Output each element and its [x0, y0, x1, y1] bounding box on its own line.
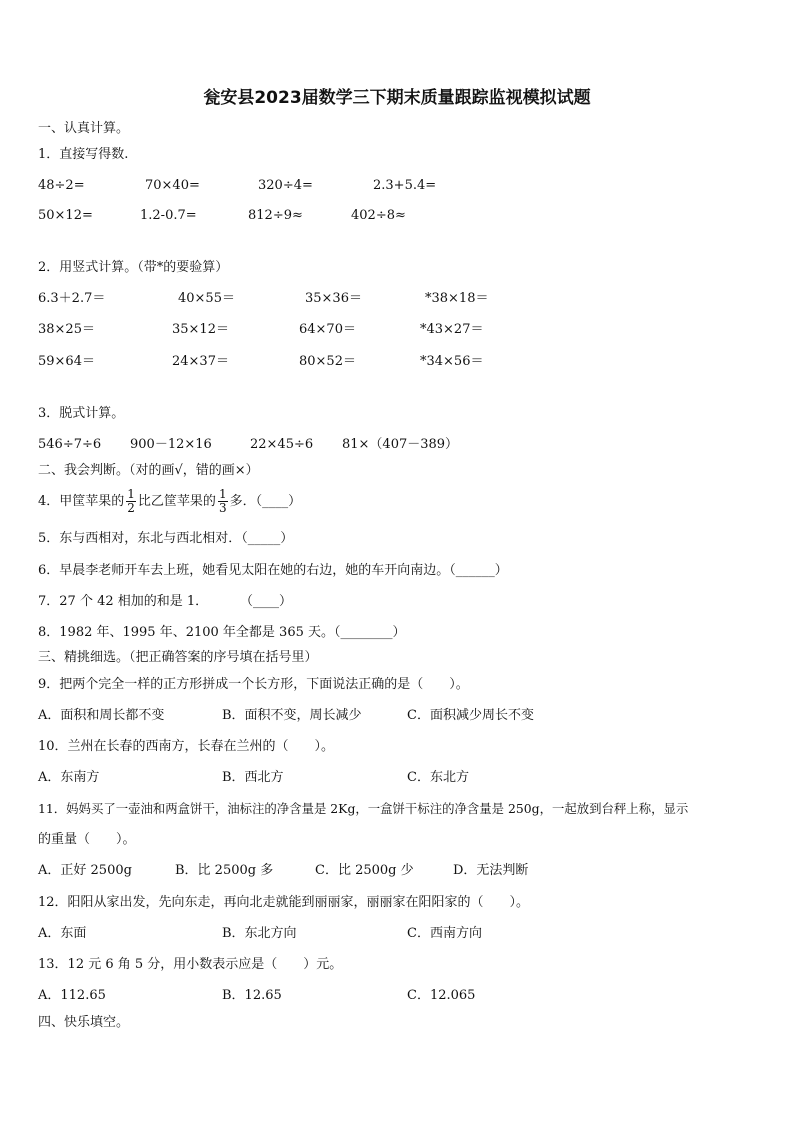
q13-option: B．12.65 [222, 988, 282, 1003]
q2-item: 40×55＝ [178, 291, 235, 306]
question-7: 7．27 个 42 相加的和是 1． [38, 594, 209, 609]
q10-option: B．西北方 [222, 770, 284, 785]
q1-item: 48÷2= [38, 178, 85, 193]
q3-item: 22×45÷6 [250, 437, 314, 452]
q2-item: 6.3＋2.7＝ [38, 291, 106, 306]
question-11-line-1: 11．妈妈买了一壶油和两盒饼干，油标注的净含量是 2Kg，一盒饼干标注的净含量是 250g，一起放到台秤上称，显示 [38, 801, 689, 816]
question-7-blank: （____） [240, 594, 293, 609]
q9-option: A．面积和周长都不变 [38, 708, 165, 723]
section-1-heading: 一、认真计算。 [38, 121, 130, 136]
question-13: 13．12 元 6 角 5 分，用小数表示应是（ ）元。 [38, 957, 343, 972]
q2-item: 64×70＝ [299, 322, 356, 337]
q13-option: C．12.065 [407, 988, 476, 1003]
section-3-heading: 三、精挑细选。（把正确答案的序号填在括号里） [38, 650, 318, 665]
question-11-line-2: 的重量（ ）。 [38, 832, 136, 847]
q1-item: 320÷4= [258, 178, 313, 193]
q2-item: *43×27＝ [420, 322, 484, 337]
question-6: 6．早晨李老师开车去上班，她看见太阳在她的右边，她的车开向南边。（______） [38, 563, 508, 578]
q4-text-b: 比乙筐苹果的 [137, 494, 216, 509]
q2-item: 38×25＝ [38, 322, 95, 337]
page-title: 瓮安县2023届数学三下期末质量跟踪监视模拟试题 [203, 88, 591, 108]
q2-item: 35×36＝ [305, 291, 362, 306]
fraction-one-third: $\frac{1}{3}$ [218, 487, 227, 515]
q2-item: 80×52＝ [299, 354, 356, 369]
q2-item: *38×18＝ [425, 291, 489, 306]
q3-item: 546÷7÷6 [38, 437, 102, 452]
q10-option: C．东北方 [407, 770, 469, 785]
question-2-label: 2．用竖式计算。（带*的要验算） [38, 260, 229, 275]
q11-option: C．比 2500g 少 [315, 863, 414, 878]
q1-item: 2.3+5.4= [373, 178, 437, 193]
q2-item: 35×12＝ [172, 322, 229, 337]
q3-item: 81×（407－389） [342, 437, 459, 452]
question-8: 8．1982 年、1995 年、2100 年全都是 365 天。（________） [38, 625, 406, 640]
q12-option: B．东北方向 [222, 926, 297, 941]
section-2-heading: 二、我会判断。（对的画√，错的画×） [38, 463, 259, 478]
q2-item: *34×56＝ [420, 354, 484, 369]
q11-option: B．比 2500g 多 [175, 863, 274, 878]
q1-item: 402÷8≈ [351, 208, 406, 223]
q2-item: 24×37＝ [172, 354, 229, 369]
q9-option: C．面积减少周长不变 [407, 708, 534, 723]
q12-option: C．西南方向 [407, 926, 482, 941]
question-3-label: 3．脱式计算。 [38, 406, 125, 421]
question-9: 9．把两个完全一样的正方形拼成一个长方形，下面说法正确的是（ ）。 [38, 677, 469, 692]
question-10: 10．兰州在长春的西南方，长春在兰州的（ ）。 [38, 739, 335, 754]
q1-item: 1.2-0.7= [140, 208, 197, 223]
q1-item: 812÷9≈ [248, 208, 303, 223]
q11-option: A．正好 2500g [38, 863, 132, 878]
question-4 [38, 486, 301, 518]
q11-option: D．无法判断 [453, 863, 529, 878]
q9-option: B．面积不变，周长减少 [222, 708, 362, 723]
q13-option: A．112.65 [38, 988, 106, 1003]
section-4-heading: 四、快乐填空。 [38, 1015, 130, 1030]
q10-option: A．东南方 [38, 770, 100, 785]
q1-item: 70×40= [145, 178, 200, 193]
q1-item: 50×12= [38, 208, 93, 223]
question-1-label: 1．直接写得数. [38, 147, 129, 162]
q4-text-c: 多．（____） [229, 494, 302, 509]
fraction-one-half: $\frac{1}{2}$ [127, 487, 135, 515]
q3-item: 900－12×16 [130, 437, 212, 452]
q4-text-a: 4．甲筐苹果的 [38, 494, 125, 509]
q12-option: A．东面 [38, 926, 87, 941]
question-12: 12．阳阳从家出发，先向东走，再向北走就能到丽丽家，丽丽家在阳阳家的（ ）。 [38, 895, 530, 910]
q2-item: 59×64＝ [38, 354, 95, 369]
question-5: 5．东与西相对，东北与西北相对．（_____） [38, 531, 294, 546]
